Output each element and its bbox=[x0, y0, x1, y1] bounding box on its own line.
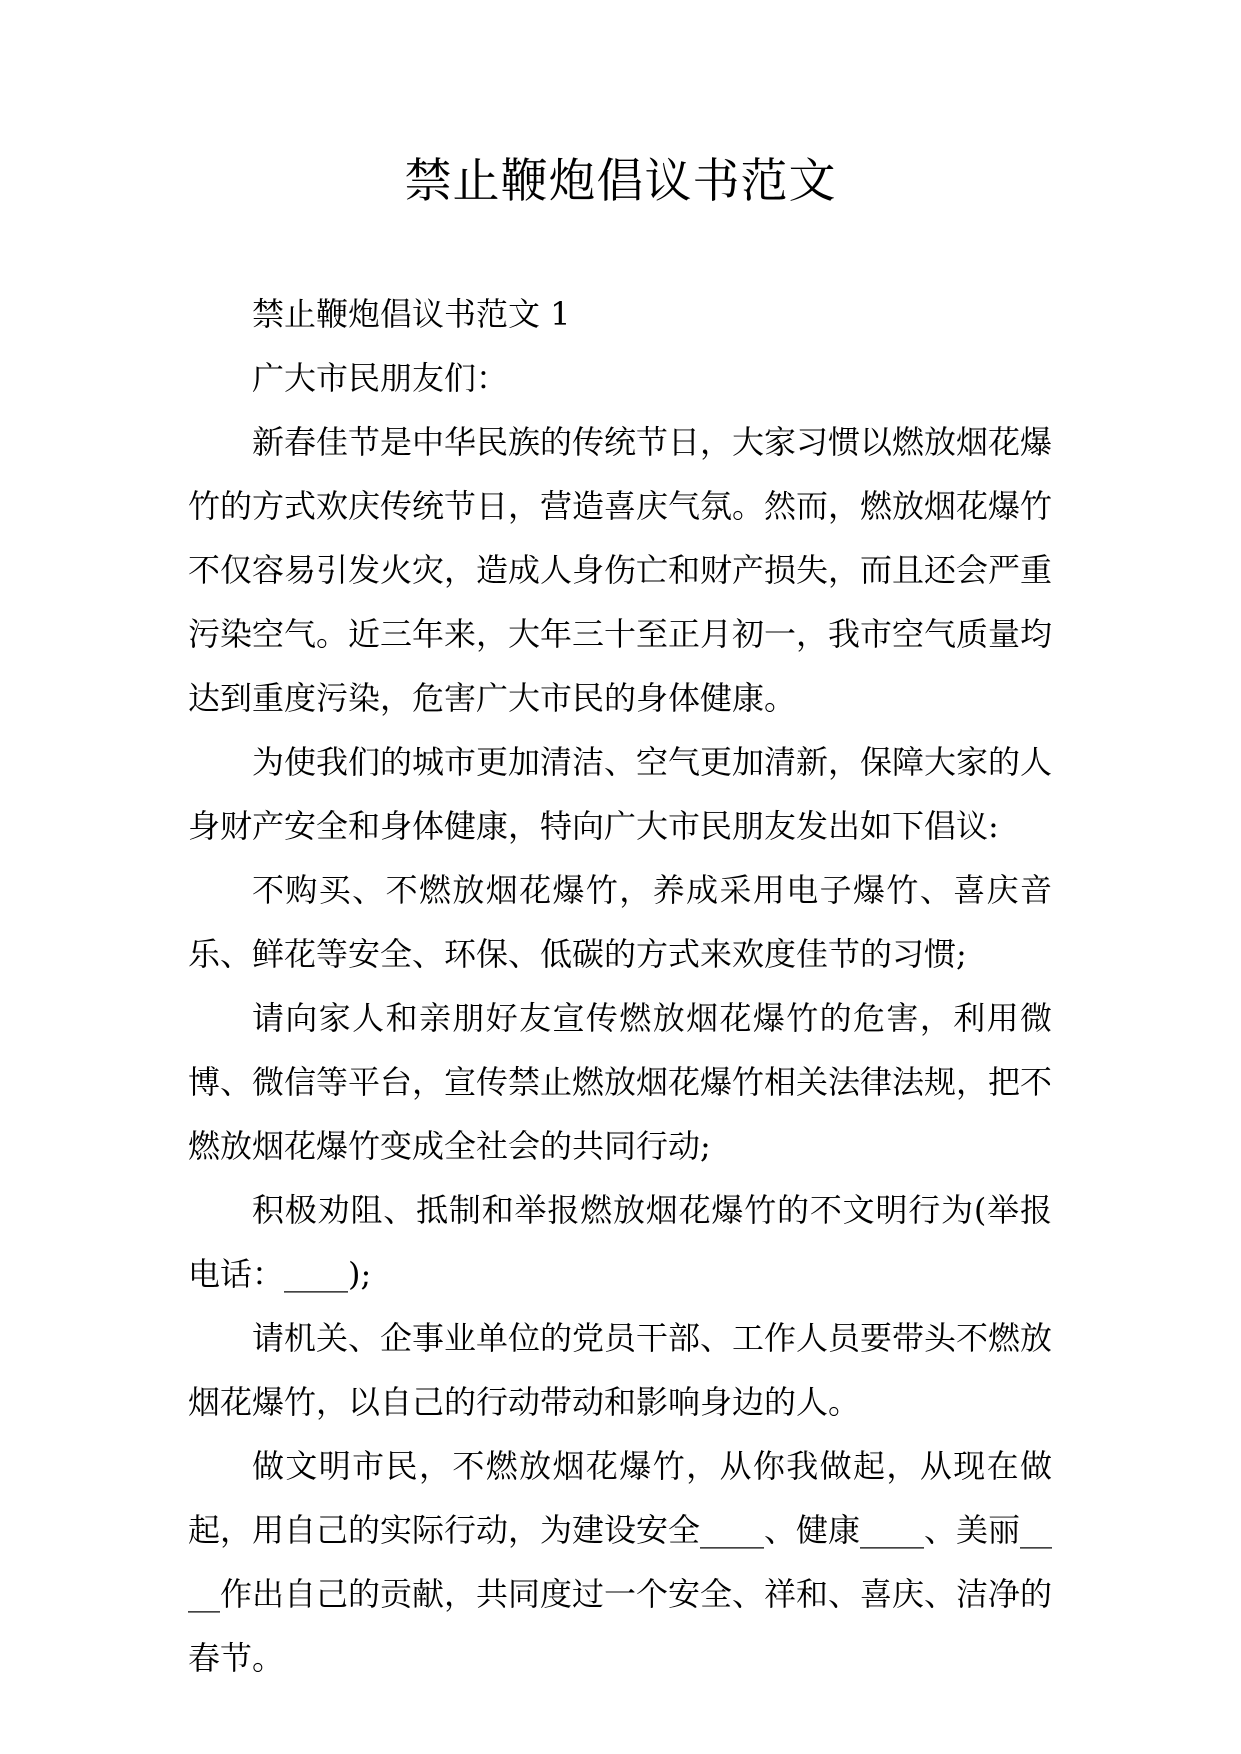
paragraph-purpose: 为使我们的城市更加清洁、空气更加清新，保障大家的人身财产安全和身体健康，特向广大市民朋友发出如下倡议: bbox=[188, 743, 1053, 845]
proposal-item-4: 请机关、企事业单位的党员干部、工作人员要带头不燃放烟花爆竹，以自己的行动带动和影响身边的人。 bbox=[188, 1319, 1053, 1421]
proposal-item-1: 不购买、不燃放烟花爆竹，养成采用电子爆竹、喜庆音乐、鲜花等安全、环保、低碳的方式来欢度佳节的习惯; bbox=[188, 871, 1052, 973]
paragraph-intro: 新春佳节是中华民族的传统节日，大家习惯以燃放烟花爆竹的方式欢庆传统节日，营造喜庆气氛。然而，燃放烟花爆竹不仅容易引发火灾，造成人身伤亡和财产损失，而且还会严重污染空气。近三年来，大年三十至正月初一，我市空气质量均达到重度污染，危害广大市民的身体健康。 bbox=[188, 423, 1053, 717]
section-heading: 禁止鞭炮倡议书范文 1 bbox=[252, 295, 571, 333]
document-body bbox=[188, 282, 1052, 1690]
proposal-item-2: 请向家人和亲朋好友宣传燃放烟花爆竹的危害，利用微博、微信等平台，宣传禁止燃放烟花爆竹相关法律法规，把不燃放烟花爆竹变成全社会的共同行动; bbox=[188, 999, 1053, 1165]
document-title: 禁止鞭炮倡议书范文 bbox=[404, 154, 837, 209]
proposal-item-3: 积极劝阻、抵制和举报燃放烟花爆竹的不文明行为(举报电话：____); bbox=[188, 1191, 1052, 1293]
salutation: 广大市民朋友们： bbox=[252, 359, 509, 397]
paragraph-closing: 做文明市民，不燃放烟花爆竹，从你我做起，从现在做起，用自己的实际行动，为建设安全____、健康____、美丽____作出自己的贡献，共同度过一个安全、祥和、喜庆、洁净的春节。 bbox=[188, 1447, 1053, 1677]
